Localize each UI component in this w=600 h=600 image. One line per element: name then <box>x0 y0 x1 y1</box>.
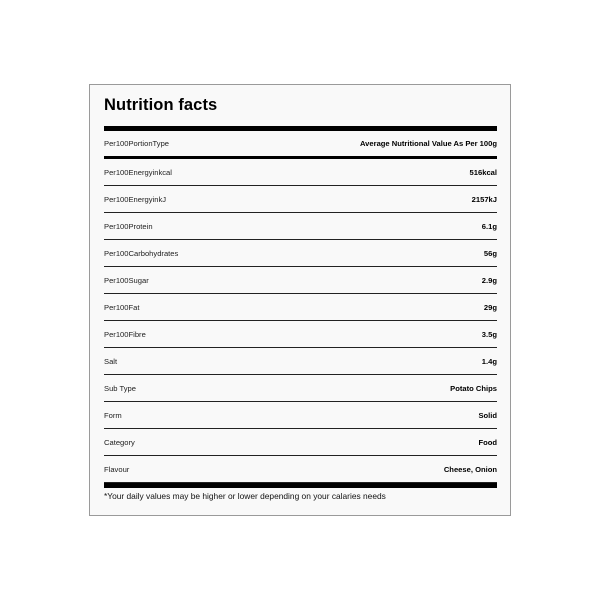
row-label: Per100Fibre <box>104 329 146 339</box>
row-label: Per100Energyinkcal <box>104 167 172 177</box>
row-label: Sub Type <box>104 383 136 393</box>
table-row <box>104 159 497 186</box>
row-value: Potato Chips <box>450 383 497 393</box>
row-label: Form <box>104 410 122 420</box>
table-row <box>104 429 497 456</box>
row-value: 3.5g <box>481 329 497 339</box>
row-value: Solid <box>478 410 497 420</box>
bottom-thick-divider <box>104 483 497 488</box>
row-label: Per100Protein <box>104 221 153 231</box>
nutrition-table <box>104 131 497 483</box>
table-row <box>104 375 497 402</box>
table-row <box>104 321 497 348</box>
table-row <box>104 294 497 321</box>
row-label: Per100Sugar <box>104 275 149 285</box>
table-row <box>104 240 497 267</box>
row-label: Per100Carbohydrates <box>104 248 179 258</box>
footnote: *Your daily values may be higher or lower depending on your calaries needs <box>104 491 386 501</box>
row-label: Per100EnergyinkJ <box>104 194 167 204</box>
row-label: Salt <box>104 356 118 366</box>
header-label: Per100PortionType <box>104 139 170 148</box>
table-row <box>104 402 497 429</box>
header-value: Average Nutritional Value As Per 100g <box>359 139 497 148</box>
row-value: 29g <box>483 302 497 312</box>
row-label: Per100Fat <box>104 302 140 312</box>
row-value: 2.9g <box>481 275 497 285</box>
row-label: Flavour <box>104 464 130 474</box>
table-row <box>104 186 497 213</box>
table-row <box>104 456 497 483</box>
row-value: Food <box>478 437 497 447</box>
table-row <box>104 348 497 375</box>
row-value: Cheese, Onion <box>443 464 497 474</box>
table-row <box>104 213 497 240</box>
row-value: 516kcal <box>469 167 497 177</box>
row-label: Category <box>104 437 135 447</box>
nutrition-facts-panel <box>89 84 511 516</box>
row-value: 6.1g <box>481 221 497 231</box>
panel-title: Nutrition facts <box>104 96 218 114</box>
row-value: 2157kJ <box>471 194 497 204</box>
table-header-row <box>104 131 497 159</box>
row-value: 1.4g <box>481 356 497 366</box>
row-value: 56g <box>483 248 497 258</box>
table-row <box>104 267 497 294</box>
